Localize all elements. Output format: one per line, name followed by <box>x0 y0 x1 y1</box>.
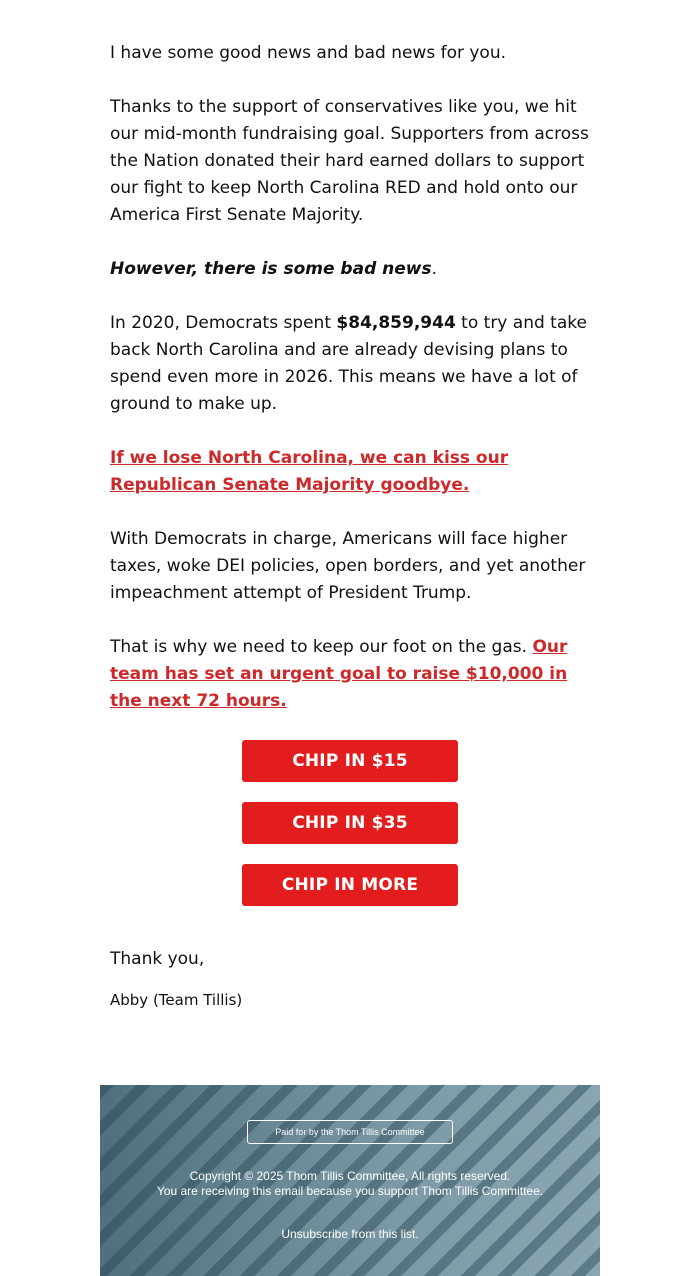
paragraph-goal: Thanks to the support of conservatives like you, we hit our mid-month fundraising goal. Supporters from across the Nation donated their hard earned dollars to support our fight to keep North Carolina RED and hold onto our America First Senate Majority. <box>110 97 589 225</box>
paragraph-bad-news <box>110 256 600 283</box>
copyright-notice <box>100 1169 600 1199</box>
chip-in-35-button[interactable]: CHIP IN $35 <box>242 802 458 844</box>
paragraph-democrats-spending <box>110 310 600 418</box>
bad-news-emphasis: However, there is some bad news <box>110 259 432 279</box>
paragraph-democrats-in-charge: With Democrats in charge, Americans will face higher taxes, woke DEI policies, open borders, and yet another impeachment attempt of President Trump. <box>110 529 586 603</box>
unsubscribe-link[interactable]: Unsubscribe from this list. <box>281 1227 419 1241</box>
lose-nc-link[interactable]: If we lose North Carolina, we can kiss our Republican Senate Majority goodbye. <box>110 448 509 495</box>
chip-in-more-button[interactable]: CHIP IN MORE <box>242 864 458 906</box>
paragraph-intro: I have some good news and bad news for you. <box>110 43 507 63</box>
email-body <box>110 40 600 742</box>
paragraph-urgent-goal <box>110 634 600 715</box>
urgent-goal-link[interactable]: Our team has set an urgent goal to raise $10,000 in the next 72 hours. <box>110 637 568 711</box>
chip-in-15-button[interactable]: CHIP IN $15 <box>242 740 458 782</box>
urgent-goal-text: That is why we need to keep our foot on the gas. <box>110 637 533 657</box>
copyright-line-2: You are receiving this email because you support Thom Tillis Committee. <box>156 1184 544 1198</box>
spending-amount: $84,859,944 <box>336 313 456 333</box>
closing-thanks: Thank you, <box>110 949 205 969</box>
spending-text-b: to try and take back North Carolina and are already devising plans to spend even more in 2026. This means we have a lot of ground to make up. <box>110 313 587 414</box>
signature: Abby (Team Tillis) <box>110 991 243 1009</box>
paragraph-lose-nc <box>110 445 600 499</box>
copyright-line-1: Copyright © 2025 Thom Tillis Committee, All rights reserved. <box>189 1169 511 1183</box>
paid-for-disclaimer: Paid for by the Thom Tillis Committee <box>247 1120 453 1144</box>
email-footer <box>100 1085 600 1276</box>
bad-news-period: . <box>431 259 438 279</box>
spending-text-a: In 2020, Democrats spent <box>110 313 337 333</box>
